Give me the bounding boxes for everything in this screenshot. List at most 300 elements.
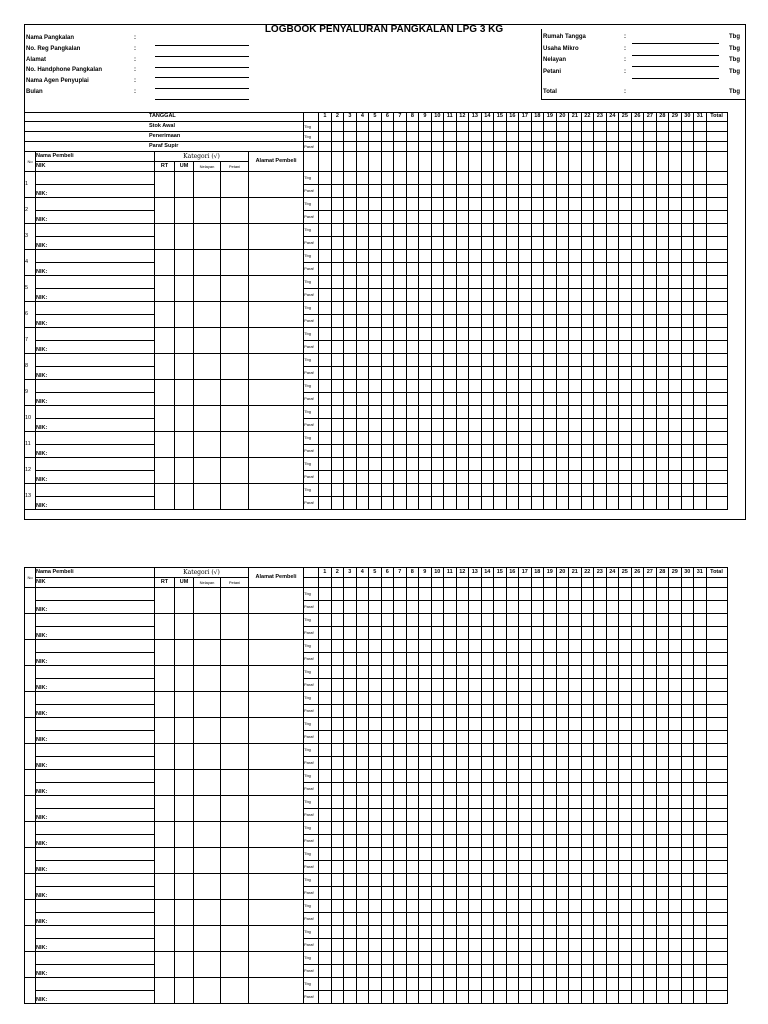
day-cell[interactable] [481, 952, 494, 965]
day-cell[interactable] [419, 614, 432, 627]
day-cell[interactable] [694, 484, 707, 497]
day-cell[interactable] [344, 289, 357, 302]
day-cell[interactable] [581, 132, 594, 142]
day-cell[interactable] [456, 822, 469, 835]
day-cell[interactable] [406, 770, 419, 783]
total-cell[interactable] [706, 289, 727, 302]
nik-input[interactable]: NIK: [36, 783, 155, 796]
day-cell[interactable] [494, 744, 507, 757]
day-cell[interactable] [469, 770, 482, 783]
day-cell[interactable] [581, 952, 594, 965]
day-cell[interactable] [569, 770, 582, 783]
day-cell[interactable] [594, 991, 607, 1004]
total-cell[interactable] [706, 471, 727, 484]
day-cell[interactable] [481, 302, 494, 315]
nik-input[interactable]: NIK: [36, 263, 155, 276]
day-cell[interactable] [494, 952, 507, 965]
day-cell[interactable] [394, 497, 407, 510]
day-cell[interactable] [406, 939, 419, 952]
day-cell[interactable] [381, 471, 394, 484]
day-cell[interactable] [444, 458, 457, 471]
day-cell[interactable] [656, 458, 669, 471]
total-cell[interactable] [706, 757, 727, 770]
day-cell[interactable] [419, 132, 432, 142]
day-cell[interactable] [394, 471, 407, 484]
day-cell[interactable] [469, 666, 482, 679]
day-cell[interactable] [319, 432, 332, 445]
day-cell[interactable] [694, 640, 707, 653]
day-cell[interactable] [431, 142, 444, 152]
day-cell[interactable] [606, 445, 619, 458]
nama-pembeli-input[interactable] [36, 770, 155, 783]
day-cell[interactable] [569, 328, 582, 341]
day-cell[interactable] [444, 705, 457, 718]
day-cell[interactable] [319, 796, 332, 809]
day-cell[interactable] [369, 848, 382, 861]
day-cell[interactable] [506, 783, 519, 796]
day-cell[interactable] [606, 731, 619, 744]
day-cell[interactable] [569, 887, 582, 900]
day-cell[interactable] [494, 263, 507, 276]
day-cell[interactable] [481, 185, 494, 198]
day-cell[interactable] [606, 497, 619, 510]
day-cell[interactable] [381, 142, 394, 152]
day-cell[interactable] [569, 471, 582, 484]
day-cell[interactable] [319, 822, 332, 835]
day-cell[interactable] [531, 861, 544, 874]
nelayan-check[interactable] [194, 406, 221, 432]
day-cell[interactable] [369, 497, 382, 510]
um-check[interactable] [175, 848, 194, 874]
day-cell[interactable] [619, 731, 632, 744]
nelayan-check[interactable] [194, 588, 221, 614]
day-cell[interactable] [694, 692, 707, 705]
day-cell[interactable] [606, 380, 619, 393]
day-cell[interactable] [619, 978, 632, 991]
day-cell[interactable] [556, 211, 569, 224]
day-cell[interactable] [619, 328, 632, 341]
day-cell[interactable] [631, 627, 644, 640]
alamat-input[interactable] [249, 484, 304, 510]
day-cell[interactable] [581, 796, 594, 809]
day-cell[interactable] [506, 965, 519, 978]
nelayan-check[interactable] [194, 718, 221, 744]
day-cell[interactable] [694, 809, 707, 822]
total-cell[interactable] [706, 861, 727, 874]
day-cell[interactable] [506, 198, 519, 211]
day-cell[interactable] [531, 900, 544, 913]
day-cell[interactable] [519, 122, 532, 132]
day-cell[interactable] [594, 965, 607, 978]
day-cell[interactable] [681, 991, 694, 1004]
day-cell[interactable] [531, 952, 544, 965]
day-cell[interactable] [369, 640, 382, 653]
day-cell[interactable] [619, 237, 632, 250]
day-cell[interactable] [319, 380, 332, 393]
day-cell[interactable] [519, 835, 532, 848]
total-cell[interactable] [706, 445, 727, 458]
day-cell[interactable] [331, 484, 344, 497]
day-cell[interactable] [594, 679, 607, 692]
day-cell[interactable] [556, 198, 569, 211]
day-cell[interactable] [556, 224, 569, 237]
day-cell[interactable] [669, 809, 682, 822]
day-cell[interactable] [606, 770, 619, 783]
day-cell[interactable] [369, 900, 382, 913]
day-cell[interactable] [631, 705, 644, 718]
day-cell[interactable] [444, 601, 457, 614]
summary-input[interactable] [632, 55, 719, 56]
day-cell[interactable] [531, 445, 544, 458]
day-cell[interactable] [519, 965, 532, 978]
total-cell[interactable] [706, 419, 727, 432]
day-cell[interactable] [519, 718, 532, 731]
day-cell[interactable] [494, 848, 507, 861]
day-cell[interactable] [581, 393, 594, 406]
day-cell[interactable] [656, 822, 669, 835]
day-cell[interactable] [444, 354, 457, 367]
day-cell[interactable] [519, 341, 532, 354]
day-cell[interactable] [381, 926, 394, 939]
day-cell[interactable] [556, 367, 569, 380]
day-cell[interactable] [581, 757, 594, 770]
day-cell[interactable] [444, 198, 457, 211]
day-cell[interactable] [356, 315, 369, 328]
day-cell[interactable] [694, 198, 707, 211]
rt-check[interactable] [155, 874, 175, 900]
day-cell[interactable] [619, 185, 632, 198]
day-cell[interactable] [644, 627, 657, 640]
day-cell[interactable] [419, 458, 432, 471]
day-cell[interactable] [494, 627, 507, 640]
day-cell[interactable] [631, 432, 644, 445]
petani-check[interactable] [221, 978, 249, 1004]
day-cell[interactable] [394, 315, 407, 328]
day-cell[interactable] [531, 263, 544, 276]
day-cell[interactable] [469, 132, 482, 142]
day-cell[interactable] [444, 692, 457, 705]
day-cell[interactable] [331, 276, 344, 289]
day-cell[interactable] [394, 731, 407, 744]
day-cell[interactable] [581, 744, 594, 757]
day-cell[interactable] [431, 692, 444, 705]
day-cell[interactable] [656, 393, 669, 406]
day-cell[interactable] [656, 354, 669, 367]
day-cell[interactable] [681, 458, 694, 471]
day-cell[interactable] [581, 809, 594, 822]
day-cell[interactable] [456, 666, 469, 679]
day-cell[interactable] [444, 731, 457, 744]
day-cell[interactable] [469, 315, 482, 328]
day-cell[interactable] [644, 198, 657, 211]
day-cell[interactable] [669, 328, 682, 341]
day-cell[interactable] [444, 328, 457, 341]
day-cell[interactable] [669, 822, 682, 835]
day-cell[interactable] [469, 198, 482, 211]
day-cell[interactable] [519, 497, 532, 510]
day-cell[interactable] [319, 809, 332, 822]
day-cell[interactable] [606, 913, 619, 926]
day-cell[interactable] [394, 666, 407, 679]
day-cell[interactable] [606, 744, 619, 757]
total-cell[interactable] [706, 835, 727, 848]
day-cell[interactable] [606, 679, 619, 692]
day-cell[interactable] [494, 588, 507, 601]
day-cell[interactable] [456, 744, 469, 757]
day-cell[interactable] [556, 822, 569, 835]
day-cell[interactable] [319, 224, 332, 237]
day-cell[interactable] [394, 861, 407, 874]
day-cell[interactable] [331, 692, 344, 705]
day-cell[interactable] [319, 848, 332, 861]
day-cell[interactable] [381, 237, 394, 250]
day-cell[interactable] [656, 900, 669, 913]
day-cell[interactable] [656, 122, 669, 132]
um-check[interactable] [175, 744, 194, 770]
day-cell[interactable] [669, 142, 682, 152]
day-cell[interactable] [481, 588, 494, 601]
day-cell[interactable] [456, 796, 469, 809]
day-cell[interactable] [394, 835, 407, 848]
petani-check[interactable] [221, 484, 249, 510]
day-cell[interactable] [594, 744, 607, 757]
day-cell[interactable] [456, 978, 469, 991]
total-cell[interactable] [706, 783, 727, 796]
day-cell[interactable] [319, 237, 332, 250]
day-cell[interactable] [431, 770, 444, 783]
day-cell[interactable] [406, 185, 419, 198]
day-cell[interactable] [619, 198, 632, 211]
day-cell[interactable] [431, 718, 444, 731]
day-cell[interactable] [644, 783, 657, 796]
day-cell[interactable] [681, 263, 694, 276]
day-cell[interactable] [569, 952, 582, 965]
day-cell[interactable] [494, 770, 507, 783]
nama-pembeli-input[interactable] [36, 172, 155, 185]
day-cell[interactable] [469, 952, 482, 965]
day-cell[interactable] [394, 142, 407, 152]
day-cell[interactable] [431, 354, 444, 367]
day-cell[interactable] [431, 653, 444, 666]
day-cell[interactable] [606, 926, 619, 939]
day-cell[interactable] [606, 289, 619, 302]
day-cell[interactable] [519, 601, 532, 614]
nama-pembeli-input[interactable] [36, 588, 155, 601]
rt-check[interactable] [155, 848, 175, 874]
day-cell[interactable] [419, 666, 432, 679]
day-cell[interactable] [581, 861, 594, 874]
total-cell[interactable] [706, 354, 727, 367]
day-cell[interactable] [331, 796, 344, 809]
day-cell[interactable] [394, 406, 407, 419]
day-cell[interactable] [656, 757, 669, 770]
rt-check[interactable] [155, 302, 175, 328]
total-cell[interactable] [706, 380, 727, 393]
day-cell[interactable] [506, 991, 519, 1004]
day-cell[interactable] [356, 588, 369, 601]
um-check[interactable] [175, 224, 194, 250]
day-cell[interactable] [331, 718, 344, 731]
day-cell[interactable] [344, 142, 357, 152]
day-cell[interactable] [631, 926, 644, 939]
nama-pembeli-input[interactable] [36, 484, 155, 497]
day-cell[interactable] [456, 848, 469, 861]
day-cell[interactable] [631, 679, 644, 692]
day-cell[interactable] [369, 939, 382, 952]
day-cell[interactable] [544, 939, 557, 952]
day-cell[interactable] [581, 718, 594, 731]
nik-input[interactable]: NIK: [36, 367, 155, 380]
day-cell[interactable] [569, 122, 582, 132]
day-cell[interactable] [581, 731, 594, 744]
day-cell[interactable] [556, 718, 569, 731]
day-cell[interactable] [369, 380, 382, 393]
day-cell[interactable] [381, 172, 394, 185]
petani-check[interactable] [221, 822, 249, 848]
day-cell[interactable] [444, 497, 457, 510]
day-cell[interactable] [519, 224, 532, 237]
day-cell[interactable] [531, 653, 544, 666]
day-cell[interactable] [531, 848, 544, 861]
day-cell[interactable] [344, 783, 357, 796]
day-cell[interactable] [494, 224, 507, 237]
day-cell[interactable] [406, 601, 419, 614]
day-cell[interactable] [694, 367, 707, 380]
day-cell[interactable] [619, 939, 632, 952]
day-cell[interactable] [331, 783, 344, 796]
day-cell[interactable] [431, 458, 444, 471]
day-cell[interactable] [419, 250, 432, 263]
day-cell[interactable] [381, 445, 394, 458]
day-cell[interactable] [319, 458, 332, 471]
day-cell[interactable] [469, 445, 482, 458]
day-cell[interactable] [519, 393, 532, 406]
day-cell[interactable] [456, 302, 469, 315]
nama-pembeli-input[interactable] [36, 380, 155, 393]
day-cell[interactable] [331, 367, 344, 380]
day-cell[interactable] [381, 640, 394, 653]
rt-check[interactable] [155, 354, 175, 380]
rt-check[interactable] [155, 718, 175, 744]
day-cell[interactable] [581, 302, 594, 315]
day-cell[interactable] [356, 601, 369, 614]
day-cell[interactable] [494, 900, 507, 913]
day-cell[interactable] [356, 211, 369, 224]
day-cell[interactable] [556, 185, 569, 198]
day-cell[interactable] [456, 874, 469, 887]
day-cell[interactable] [581, 172, 594, 185]
day-cell[interactable] [631, 588, 644, 601]
info-field-input[interactable] [155, 45, 249, 46]
day-cell[interactable] [556, 835, 569, 848]
day-cell[interactable] [494, 419, 507, 432]
day-cell[interactable] [469, 484, 482, 497]
day-cell[interactable] [669, 263, 682, 276]
day-cell[interactable] [444, 653, 457, 666]
day-cell[interactable] [581, 666, 594, 679]
summary-input[interactable] [632, 78, 719, 79]
day-cell[interactable] [506, 731, 519, 744]
day-cell[interactable] [631, 484, 644, 497]
day-cell[interactable] [356, 705, 369, 718]
day-cell[interactable] [406, 328, 419, 341]
day-cell[interactable] [331, 315, 344, 328]
day-cell[interactable] [369, 328, 382, 341]
day-cell[interactable] [644, 939, 657, 952]
day-cell[interactable] [356, 952, 369, 965]
nelayan-check[interactable] [194, 380, 221, 406]
day-cell[interactable] [331, 588, 344, 601]
day-cell[interactable] [569, 354, 582, 367]
day-cell[interactable] [319, 132, 332, 142]
day-cell[interactable] [594, 211, 607, 224]
day-cell[interactable] [394, 627, 407, 640]
day-cell[interactable] [519, 627, 532, 640]
day-cell[interactable] [519, 900, 532, 913]
day-cell[interactable] [494, 484, 507, 497]
day-cell[interactable] [531, 601, 544, 614]
day-cell[interactable] [581, 627, 594, 640]
day-cell[interactable] [419, 627, 432, 640]
rt-check[interactable] [155, 692, 175, 718]
day-cell[interactable] [344, 744, 357, 757]
day-cell[interactable] [569, 588, 582, 601]
day-cell[interactable] [494, 198, 507, 211]
day-cell[interactable] [494, 406, 507, 419]
total-cell[interactable] [706, 848, 727, 861]
day-cell[interactable] [631, 224, 644, 237]
day-cell[interactable] [494, 237, 507, 250]
day-cell[interactable] [656, 367, 669, 380]
day-cell[interactable] [569, 653, 582, 666]
day-cell[interactable] [531, 874, 544, 887]
total-cell[interactable] [706, 926, 727, 939]
day-cell[interactable] [669, 419, 682, 432]
day-cell[interactable] [456, 809, 469, 822]
day-cell[interactable] [469, 614, 482, 627]
day-cell[interactable] [406, 588, 419, 601]
day-cell[interactable] [481, 458, 494, 471]
day-cell[interactable] [444, 900, 457, 913]
day-cell[interactable] [631, 497, 644, 510]
day-cell[interactable] [656, 783, 669, 796]
nik-input[interactable]: NIK: [36, 679, 155, 692]
day-cell[interactable] [381, 692, 394, 705]
day-cell[interactable] [381, 666, 394, 679]
day-cell[interactable] [469, 302, 482, 315]
day-cell[interactable] [344, 679, 357, 692]
day-cell[interactable] [356, 991, 369, 1004]
day-cell[interactable] [519, 458, 532, 471]
day-cell[interactable] [506, 939, 519, 952]
day-cell[interactable] [619, 132, 632, 142]
day-cell[interactable] [644, 705, 657, 718]
day-cell[interactable] [494, 497, 507, 510]
day-cell[interactable] [331, 731, 344, 744]
day-cell[interactable] [656, 835, 669, 848]
nik-input[interactable]: NIK: [36, 835, 155, 848]
day-cell[interactable] [544, 432, 557, 445]
day-cell[interactable] [594, 718, 607, 731]
day-cell[interactable] [419, 185, 432, 198]
day-cell[interactable] [494, 679, 507, 692]
day-cell[interactable] [519, 796, 532, 809]
day-cell[interactable] [369, 822, 382, 835]
day-cell[interactable] [369, 952, 382, 965]
day-cell[interactable] [544, 887, 557, 900]
day-cell[interactable] [344, 874, 357, 887]
day-cell[interactable] [581, 900, 594, 913]
